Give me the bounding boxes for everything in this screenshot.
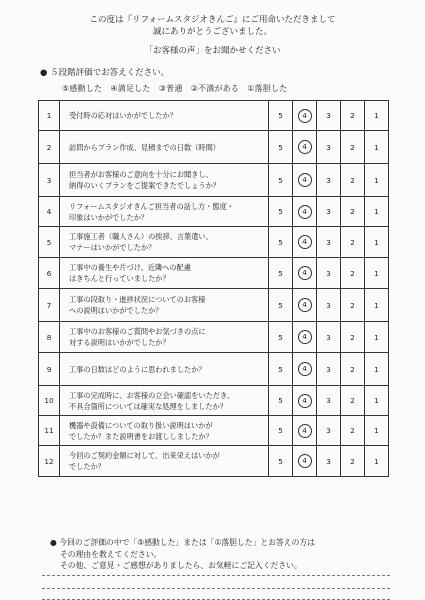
- question-number: 1: [39, 101, 60, 131]
- score-option-4[interactable]: [293, 164, 317, 197]
- score-label: 1: [374, 396, 379, 405]
- question-row: [39, 258, 389, 289]
- score-option-2[interactable]: [341, 322, 365, 353]
- footer-line-1: ● 今回のご評価の中で「⑤感動した」または「①落胆した」とお答えの方は: [50, 538, 315, 547]
- score-option-3[interactable]: [317, 164, 341, 197]
- score-option-4[interactable]: [293, 197, 317, 227]
- score-label: 1: [374, 268, 379, 278]
- score-label: 5: [278, 237, 283, 247]
- score-option-2[interactable]: [341, 131, 365, 164]
- scale-legend: ⑤感動した ④満足した ③普通 ②不満がある ①落胆した: [62, 84, 288, 93]
- score-option-4[interactable]: [293, 386, 317, 416]
- selected-score: 4: [298, 140, 312, 154]
- selected-score: 4: [298, 330, 312, 344]
- question-text: [60, 322, 269, 353]
- question-number: 12: [39, 446, 60, 477]
- score-option-4[interactable]: [293, 258, 317, 289]
- question-text: [60, 258, 269, 289]
- selected-score: 4: [298, 205, 312, 219]
- score-label: 5: [278, 268, 283, 278]
- question-line-1: 受付時の応対はいかがでしたか？: [69, 111, 177, 120]
- score-option-5[interactable]: [269, 164, 293, 197]
- score-label: 2: [350, 207, 355, 216]
- intro-line-2: 誠にありがとうございました。: [152, 27, 272, 37]
- score-option-1[interactable]: [365, 416, 389, 446]
- intro-text: [0, 14, 425, 38]
- question-row: [39, 446, 389, 477]
- question-row: [39, 416, 389, 446]
- question-line-1: 工事中のお客様のご質問やお気づきの点に: [69, 327, 206, 336]
- score-option-1[interactable]: [365, 322, 389, 353]
- question-text: [60, 164, 269, 197]
- question-text: [60, 446, 269, 477]
- score-label: 1: [374, 111, 379, 120]
- score-label: 3: [326, 111, 331, 120]
- score-label: 3: [326, 142, 331, 152]
- score-option-3[interactable]: [317, 386, 341, 416]
- score-option-3[interactable]: [317, 353, 341, 386]
- score-option-5[interactable]: [269, 131, 293, 164]
- question-line-2: でしたか？: [69, 462, 105, 471]
- question-line-2: マナーはいかがでしたか？: [69, 243, 156, 252]
- selected-score: 4: [298, 173, 312, 187]
- score-label: 3: [326, 300, 331, 310]
- section-heading: ● ５段階評価でお答えください。: [40, 68, 170, 78]
- question-row: [39, 164, 389, 197]
- score-option-2[interactable]: [341, 227, 365, 258]
- score-label: 5: [278, 300, 283, 310]
- score-label: 3: [326, 237, 331, 247]
- score-option-3[interactable]: [317, 131, 341, 164]
- score-option-1[interactable]: [365, 446, 389, 477]
- score-option-1[interactable]: [365, 197, 389, 227]
- score-option-5[interactable]: [269, 101, 293, 131]
- question-line-2: 不具合箇所については確実な処理をしましたか？: [69, 401, 227, 411]
- score-option-4[interactable]: [293, 131, 317, 164]
- question-number: 5: [39, 227, 60, 258]
- score-label: 5: [278, 332, 283, 342]
- score-label: 1: [374, 426, 379, 435]
- score-label: 3: [326, 364, 331, 374]
- footer-line-2: その理由を教えてください。: [60, 549, 162, 559]
- question-line-2: への説明はいかがでしたか？: [69, 306, 163, 315]
- score-option-1[interactable]: [365, 164, 389, 197]
- question-row: [39, 227, 389, 258]
- question-row: [39, 322, 389, 353]
- question-row: [39, 101, 389, 131]
- score-label: 5: [278, 111, 283, 120]
- score-option-2[interactable]: [341, 386, 365, 416]
- question-line-2: 印象はいかがでしたか？: [69, 212, 149, 222]
- score-option-2[interactable]: [341, 289, 365, 322]
- score-option-3[interactable]: [317, 289, 341, 322]
- score-option-3[interactable]: [317, 227, 341, 258]
- question-line-2: でしたか？また説明書をお渡ししましたか？: [69, 431, 213, 441]
- question-line-1: 工事の段取り・進捗状況についてのお客様: [69, 295, 206, 304]
- score-label: 5: [278, 396, 283, 405]
- question-text: [60, 289, 269, 322]
- score-option-1[interactable]: [365, 386, 389, 416]
- question-line-1: 今回のご契約金額に対して、出来栄えはいかが: [69, 451, 220, 460]
- score-option-3[interactable]: [317, 322, 341, 353]
- score-label: 5: [278, 426, 283, 435]
- question-row: [39, 197, 389, 227]
- score-option-2[interactable]: [341, 258, 365, 289]
- score-label: 2: [350, 456, 355, 466]
- score-option-1[interactable]: [365, 227, 389, 258]
- intro-line-1: この度は『リフォームスタジオきんご』にご用命いただきまして: [89, 15, 336, 25]
- score-label: 3: [326, 268, 331, 278]
- question-row: [39, 386, 389, 416]
- score-label: 3: [326, 426, 331, 435]
- score-option-4[interactable]: [293, 289, 317, 322]
- selected-score: 4: [298, 424, 312, 438]
- score-option-2[interactable]: [341, 353, 365, 386]
- score-option-3[interactable]: [317, 416, 341, 446]
- score-option-5[interactable]: [269, 197, 293, 227]
- question-line-1: 工事施工者（職人さん）の挨拶、言葉遣い、: [69, 232, 213, 241]
- score-label: 5: [278, 456, 283, 466]
- score-option-4[interactable]: [293, 416, 317, 446]
- question-text: [60, 131, 269, 164]
- question-text: [60, 416, 269, 446]
- question-row: [39, 289, 389, 322]
- selected-score: 4: [298, 266, 312, 280]
- score-label: 3: [326, 332, 331, 342]
- score-label: 2: [350, 396, 355, 405]
- score-label: 3: [326, 207, 331, 216]
- score-label: 5: [278, 142, 283, 152]
- comment-line[interactable]: [42, 588, 390, 589]
- rating-table: [38, 100, 389, 477]
- comment-instructions: [50, 537, 315, 572]
- score-option-1[interactable]: [365, 131, 389, 164]
- score-label: 1: [374, 175, 379, 185]
- score-label: 1: [374, 332, 379, 342]
- question-number: 3: [39, 164, 60, 197]
- question-number: 8: [39, 322, 60, 353]
- score-option-4[interactable]: [293, 101, 317, 131]
- selected-score: 4: [298, 235, 312, 249]
- footer-line-3: その他、ご意見・ご感想がありましたら、お気軽にご記入ください。: [60, 561, 302, 570]
- score-option-3[interactable]: [317, 446, 341, 477]
- score-label: 2: [350, 175, 355, 185]
- score-option-3[interactable]: [317, 197, 341, 227]
- question-number: 9: [39, 353, 60, 386]
- question-text: [60, 227, 269, 258]
- score-option-2[interactable]: [341, 101, 365, 131]
- voice-heading: 「お客様の声」をお聞かせください: [144, 46, 281, 56]
- selected-score: 4: [298, 362, 312, 376]
- question-number: 6: [39, 258, 60, 289]
- comment-line[interactable]: [42, 575, 390, 576]
- question-line-2: はきちんと行っていましたか？: [69, 274, 170, 283]
- question-line-1: リフォームスタジオきんご担当者の話し方・態度・: [69, 201, 234, 211]
- score-label: 2: [350, 111, 355, 120]
- score-option-1[interactable]: [365, 101, 389, 131]
- score-label: 2: [350, 300, 355, 310]
- score-label: 2: [350, 268, 355, 278]
- score-label: 1: [374, 364, 379, 374]
- score-option-5[interactable]: [269, 258, 293, 289]
- score-label: 2: [350, 142, 355, 152]
- score-label: 1: [374, 142, 379, 152]
- question-number: 4: [39, 197, 60, 227]
- score-option-4[interactable]: [293, 322, 317, 353]
- question-row: [39, 353, 389, 386]
- score-label: 3: [326, 175, 331, 185]
- score-label: 5: [278, 175, 283, 185]
- question-number: 7: [39, 289, 60, 322]
- score-option-4[interactable]: [293, 446, 317, 477]
- score-option-5[interactable]: [269, 416, 293, 446]
- score-option-3[interactable]: [317, 101, 341, 131]
- score-option-5[interactable]: [269, 386, 293, 416]
- score-option-5[interactable]: [269, 353, 293, 386]
- score-option-1[interactable]: [365, 353, 389, 386]
- score-label: 3: [326, 396, 331, 405]
- score-option-3[interactable]: [317, 258, 341, 289]
- score-option-5[interactable]: [269, 289, 293, 322]
- score-option-5[interactable]: [269, 322, 293, 353]
- question-number: 10: [39, 386, 60, 416]
- score-label: 1: [374, 207, 379, 216]
- question-line-1: 工事の日数はどのように思われましたか？: [69, 364, 206, 374]
- score-label: 5: [278, 364, 283, 374]
- question-line-1: 担当者がお客様のご意向を十分にお聞きし、: [69, 170, 213, 179]
- question-text: [60, 101, 269, 131]
- score-label: 1: [374, 300, 379, 310]
- question-text: [60, 353, 269, 386]
- question-line-1: 工事中の養生や片づけ、近隣への配慮: [69, 263, 191, 272]
- score-option-1[interactable]: [365, 289, 389, 322]
- score-label: 5: [278, 207, 283, 216]
- question-text: [60, 197, 269, 227]
- question-text: [60, 386, 269, 416]
- score-label: 1: [374, 237, 379, 247]
- score-option-2[interactable]: [341, 416, 365, 446]
- score-option-2[interactable]: [341, 164, 365, 197]
- question-line-1: 機器や設備についての取り扱い説明はいかが: [69, 420, 213, 430]
- question-line-2: 対する説明はいかがでしたか？: [69, 338, 170, 347]
- score-label: 2: [350, 237, 355, 247]
- question-number: 2: [39, 131, 60, 164]
- question-line-1: 工事の完成時に、お客様の立会い確認をいただき、: [69, 390, 235, 400]
- score-option-5[interactable]: [269, 227, 293, 258]
- question-row: [39, 131, 389, 164]
- question-line-1: 訪問からプラン作成、見積までの日数（時間）: [69, 142, 220, 152]
- selected-score: 4: [298, 394, 312, 408]
- score-option-2[interactable]: [341, 446, 365, 477]
- question-line-2: 納得のいくプランをご提案できたでしょうか？: [69, 181, 220, 190]
- score-option-4[interactable]: [293, 227, 317, 258]
- score-label: 2: [350, 332, 355, 342]
- score-option-5[interactable]: [269, 446, 293, 477]
- selected-score: 4: [298, 109, 312, 123]
- selected-score: 4: [298, 298, 312, 312]
- score-label: 1: [374, 456, 379, 466]
- question-number: 11: [39, 416, 60, 446]
- score-label: 2: [350, 364, 355, 374]
- score-label: 3: [326, 456, 331, 466]
- score-option-1[interactable]: [365, 258, 389, 289]
- score-option-2[interactable]: [341, 197, 365, 227]
- score-option-4[interactable]: [293, 353, 317, 386]
- selected-score: 4: [298, 454, 312, 468]
- score-label: 2: [350, 426, 355, 435]
